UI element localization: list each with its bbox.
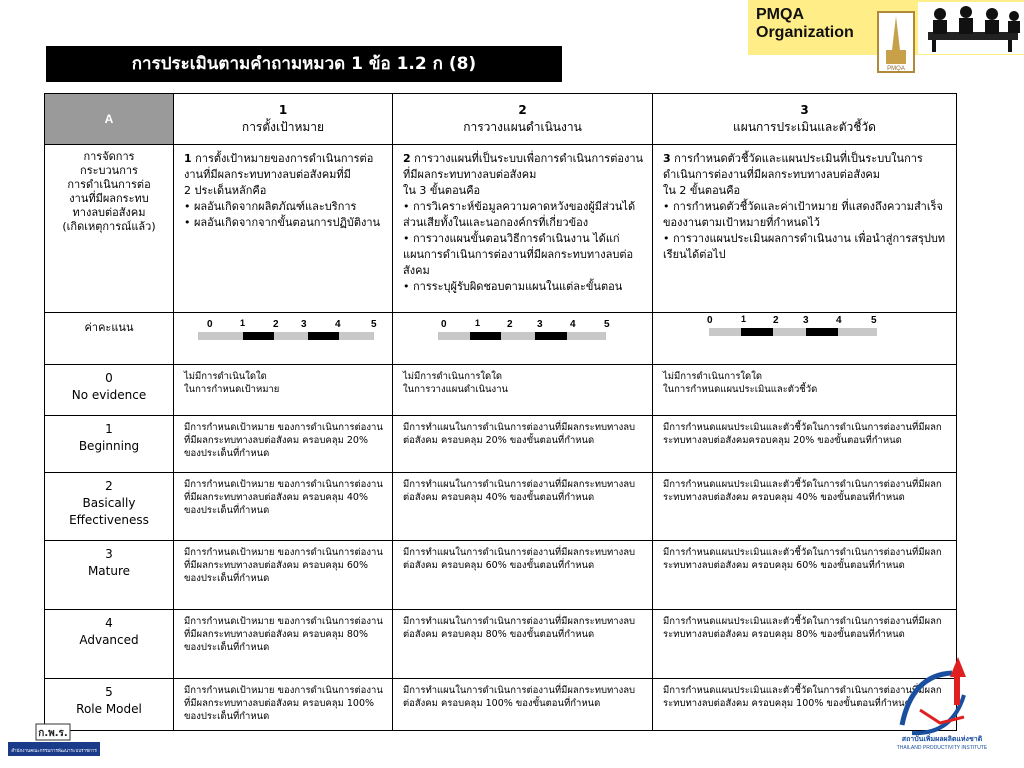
level-cell-c2: ไม่มีการดำเนินการใดใด ในการวางแผนดำเนินงาน: [393, 365, 653, 415]
level-name: No evidence: [71, 388, 147, 403]
tpi-english: THAILAND PRODUCTIVITY INSTITUTE: [896, 745, 988, 751]
score-row-label: ค่าคะแนน: [45, 312, 174, 364]
level-cell-c1: ไม่มีการดำเนินใดใด ในการกำหนดเป้าหมาย: [174, 365, 393, 415]
level-cell-c3: มีการกำหนดแผนประเมินและตัวชี้วัดในการดำเนินการต่องานที่มีผลกระทบทางลบต่อสังคม ครอบคลุม 80% ของขั้นตอนที่กำหนด: [653, 610, 957, 679]
level-num: 3: [105, 547, 113, 562]
process-col-1-num: 1: [184, 152, 192, 166]
process-col-2-text: ใน 3 ขั้นตอนคือ: [403, 184, 481, 198]
level-cell-c2: มีการทำแผนในการดำเนินการต่องานที่มีผลกระทบทางลบต่อสังคม ครอบคลุม 80% ของขั้นตอนที่กำหนด: [393, 610, 653, 679]
score-tick: 2: [273, 318, 279, 330]
header-col-1-num: 1: [278, 103, 288, 118]
level-num: 5: [105, 684, 113, 699]
score-bar: [198, 332, 374, 340]
score-segment: [741, 328, 773, 336]
process-col-2: [393, 145, 653, 312]
header-col-3-num: 3: [800, 103, 809, 118]
level-cell-c3: ไม่มีการดำเนินการใดใด ในการกำหนดแผนประเมินและตัวชี้วัด: [653, 365, 957, 415]
process-row: [45, 145, 957, 312]
score-segment: [806, 328, 838, 336]
tpi-logo-icon: [892, 655, 992, 755]
level-cell-c2: มีการทำแผนในการดำเนินการต่องานที่มีผลกระทบทางลบต่อสังคม ครอบคลุม 100% ของขั้นตอนที่กำหนด: [393, 678, 653, 730]
level-row: [45, 365, 957, 415]
brand-line2: Organization: [756, 24, 854, 41]
header-col-1-label: การตั้งเป้าหมาย: [241, 120, 325, 135]
level-cell-c1: มีการกำหนดเป้าหมาย ของการดำเนินการต่องานที่มีผลกระทบทางลบต่อสังคม ครอบคลุม 40% ของประเด็นที่กำหนด: [174, 472, 393, 541]
score-tick: 2: [773, 314, 779, 326]
process-col-1-bullet: • ผลอันเกิดจากจากขั้นตอนการปฏิบัติงาน: [184, 216, 381, 230]
assessment-table: [44, 93, 957, 731]
level-num: 0: [105, 371, 113, 386]
score-tick: 3: [301, 318, 307, 330]
level-cell-c1: มีการกำหนดเป้าหมาย ของการดำเนินการต่องานที่มีผลกระทบทางลบต่อสังคม ครอบคลุม 80% ของประเด็นที่กำหนด: [174, 610, 393, 679]
score-tick: 3: [803, 314, 809, 326]
level-cell-c2: มีการทำแผนในการดำเนินการต่องานที่มีผลกระทบทางลบต่อสังคม ครอบคลุม 60% ของขั้นตอนที่กำหนด: [393, 541, 653, 610]
process-label-line: ทางลบต่อสังคม: [72, 206, 146, 220]
process-col-3-num: 3: [663, 152, 671, 166]
level-label: [45, 472, 174, 541]
level-row: [45, 541, 957, 610]
score-tick: 0: [441, 318, 447, 330]
score-bar: [709, 328, 877, 336]
process-col-3-text: ใน 2 ขั้นตอนคือ: [663, 184, 741, 198]
header-col-2-label: การวางแผนดำเนินงาน: [463, 120, 582, 135]
process-col-1: [174, 145, 393, 312]
score-tick: 1: [475, 317, 481, 328]
process-col-2-text: การวางแผนที่เป็นระบบเพื่อการดำเนินการต่องานที่มีผลกระทบทางลบต่อสังคม: [403, 152, 644, 182]
process-row-label: [45, 145, 174, 312]
level-name: Mature: [87, 564, 131, 579]
score-scale: [653, 312, 956, 349]
header-row: [45, 94, 957, 145]
svg-text:PMQA: PMQA: [887, 66, 905, 72]
process-label-line: การจัดการ: [83, 150, 135, 164]
opdc-logo-icon: [8, 722, 100, 764]
process-label-line: การดำเนินการต่อ: [67, 178, 151, 192]
score-row: [45, 312, 957, 364]
process-col-1-bullet: • ผลอันเกิดจากผลิตภัณฑ์และบริการ: [184, 200, 357, 214]
process-col-2-bullet: • การวิเคราะห์ข้อมูลความคาดหวังของผู้มีส่วนได้ส่วนเสียทั้งในและนอกองค์กรที่เกี่ยวข้อง: [403, 200, 636, 230]
score-segment: [470, 332, 501, 340]
score-tick: 4: [335, 318, 341, 330]
score-tick: 5: [604, 318, 610, 330]
meeting-people-icon: [918, 2, 1024, 54]
process-col-1-text: 2 ประเด็นหลักคือ: [184, 184, 267, 198]
level-cell-c1: มีการกำหนดเป้าหมาย ของการดำเนินการต่องานที่มีผลกระทบทางลบต่อสังคม ครอบคลุม 20% ของประเด็นที่กำหนด: [174, 415, 393, 472]
level-label: [45, 415, 174, 472]
level-label: [45, 541, 174, 610]
level-cell-c1: มีการกำหนดเป้าหมาย ของการดำเนินการต่องานที่มีผลกระทบทางลบต่อสังคม ครอบคลุม 100% ของประเด็นที่กำหนด: [174, 678, 393, 730]
score-tick: 0: [707, 314, 713, 326]
process-col-2-bullet: • การวางแผนขั้นตอนวิธีการดำเนินงาน ได้แก่ แผนการดำเนินการต่องานที่มีผลกระทบทางลบต่อสังคม: [403, 232, 634, 278]
level-cell-c2: มีการทำแผนในการดำเนินการต่องานที่มีผลกระทบทางลบต่อสังคม ครอบคลุม 40% ของขั้นตอนที่กำหนด: [393, 472, 653, 541]
score-cell-2: [393, 312, 653, 364]
process-col-3: [653, 145, 957, 312]
score-segment: [308, 332, 339, 340]
level-name: Beginning: [78, 438, 140, 453]
score-tick: 3: [537, 318, 543, 330]
score-tick: 4: [836, 314, 842, 326]
process-col-2-bullet: • การระบุผู้รับผิดชอบตามแผนในแต่ละขั้นตอน: [403, 280, 623, 294]
process-col-3-bullet: • การวางแผนประเมินผลการดำเนินงาน เพื่อนำสู่การสรุปบทเรียนได้ต่อไป: [663, 232, 946, 262]
level-label: [45, 610, 174, 679]
level-num: 4: [105, 616, 113, 630]
process-col-3-text: การกำหนดตัวชี้วัดและแผนประเมินที่เป็นระบบในการดำเนินการต่องานที่มีผลกระทบทางลบต่อสังคม: [663, 152, 923, 182]
process-col-3-bullet: • การกำหนดตัวชี้วัดและค่าเป้าหมาย ที่แสดงถึงความสำเร็จของงานตามเป้าหมายที่กำหนดไว้: [663, 200, 943, 230]
level-cell-c3: มีการกำหนดแผนประเมินและตัวชี้วัดในการดำเนินการต่องานที่มีผลกระทบทางลบต่อสังคมครอบคลุม 20% ของขั้นตอนที่กำหนด: [653, 415, 957, 472]
score-tick: 5: [871, 314, 877, 326]
level-name: Advanced: [79, 633, 139, 647]
score-cell-1: [174, 312, 393, 364]
score-tick: 5: [371, 318, 377, 330]
header-col-3: [653, 94, 957, 145]
level-cell-c3: มีการกำหนดแผนประเมินและตัวชี้วัดในการดำเนินการต่องานที่มีผลกระทบทางลบต่อสังคม ครอบคลุม 60% ของขั้นตอนที่กำหนด: [653, 541, 957, 610]
level-row: [45, 415, 957, 472]
process-label-line: กระบวนการ: [80, 164, 138, 178]
process-col-2-intro: [403, 151, 646, 183]
process-col-1-text: การตั้งเป้าหมายของการดำเนินการต่องานที่มีผลกระทบทางลบต่อสังคมที่มี: [184, 152, 374, 182]
level-cell-c3: มีการกำหนดแผนประเมินและตัวชี้วัดในการดำเนินการต่องานที่มีผลกระทบทางลบต่อสังคม ครอบคลุม 40% ของขั้นตอนที่กำหนด: [653, 472, 957, 541]
level-num: 2: [105, 478, 113, 493]
header-col-2: [393, 94, 653, 145]
level-cell-c1: มีการกำหนดเป้าหมาย ของการดำเนินการต่องานที่มีผลกระทบทางลบต่อสังคม ครอบคลุม 60% ของประเด็นที่กำหนด: [174, 541, 393, 610]
level-row: [45, 610, 957, 679]
a-label: A: [45, 94, 174, 145]
level-label: [45, 365, 174, 415]
level-cell-c2: มีการทำแผนในการดำเนินการต่องานที่มีผลกระทบทางลบต่อสังคม ครอบคลุม 20% ของขั้นตอนที่กำหนด: [393, 415, 653, 472]
score-bar: [438, 332, 606, 340]
opdc-logo-text: ก.พ.ร.: [38, 728, 68, 739]
score-cell-3: [653, 312, 957, 364]
score-scale: [174, 313, 392, 353]
tpi-thai: สถาบันเพิ่มผลผลิตแห่งชาติ: [901, 735, 983, 743]
score-tick: 1: [741, 313, 747, 324]
header-col-1: [174, 94, 393, 145]
opdc-caption: สำนักงานคณะกรรมการพัฒนาระบบราชการ: [11, 749, 97, 754]
level-name: Role Model: [76, 701, 142, 716]
process-label-line: งานที่มีผลกระทบ: [69, 192, 149, 206]
score-scale: [393, 313, 652, 353]
process-col-1-intro: [184, 151, 386, 183]
header-col-3-label: แผนการประเมินและตัวชี้วัด: [733, 120, 876, 135]
header-col-2-num: 2: [518, 103, 527, 118]
brand-line1: PMQA: [756, 6, 804, 23]
score-tick: 0: [207, 318, 213, 330]
process-label-line: (เกิดเหตุการณ์แล้ว): [62, 220, 156, 234]
process-col-3-intro: [663, 151, 950, 183]
level-cell-c3: มีการกำหนดแผนประเมินและตัวชี้วัดในการดำเนินการต่องานที่มีผลกระทบทางลบต่อสังคม ครอบคลุม 100% ของขั้นตอนที่กำหนด: [653, 678, 957, 730]
score-tick: 4: [570, 318, 576, 330]
score-segment: [243, 332, 274, 340]
level-row: [45, 472, 957, 541]
page-title: การประเมินตามคำถามหมวด 1 ข้อ 1.2 ก (8): [46, 46, 562, 82]
score-segment: [535, 332, 567, 340]
level-num: 1: [105, 421, 113, 436]
brand-text: [756, 6, 854, 42]
level-name: Basically Effectiveness: [69, 495, 149, 527]
level-row: [45, 678, 957, 730]
process-col-2-num: 2: [403, 152, 411, 166]
score-tick: 2: [507, 318, 513, 330]
pmqa-logo-icon: [876, 10, 916, 80]
score-tick: 1: [240, 317, 246, 328]
